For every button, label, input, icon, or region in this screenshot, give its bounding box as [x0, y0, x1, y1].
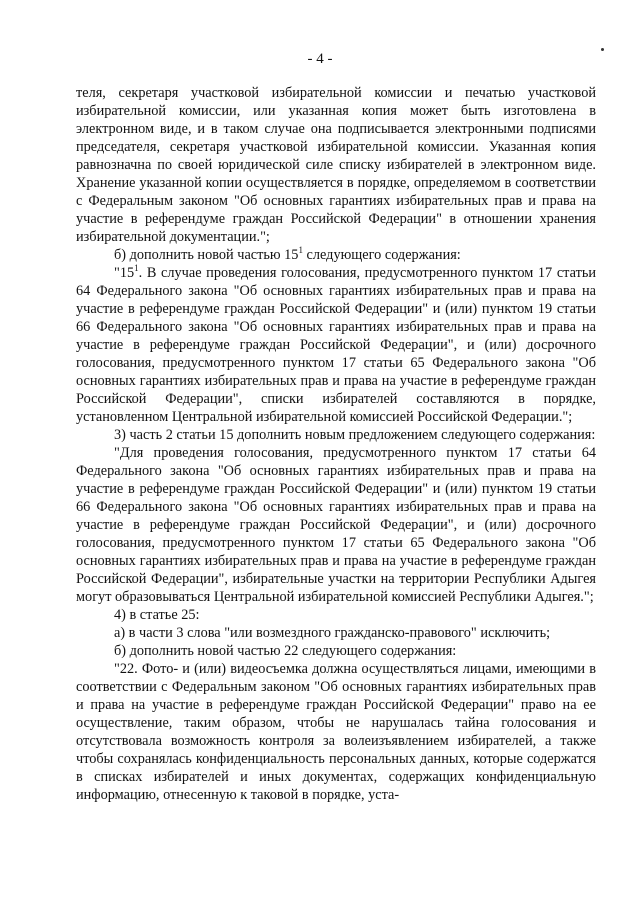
paragraph-continuation: теля, секретаря участковой избирательной комиссии и печатью участковой избирательной комиссии, или указанная копия может быть изготовлена в электронном виде, и в таком случае она подписывается электронными подписями председателя, секретаря участковой избирательной комиссии. Указанная копия равнозначна по своей юридической силе списку избирателей в электронном виде. Хранение указанной копии осуществляется в порядке, определяемом в соответствии с Федеральным законом "Об основных гарантиях избирательных прав и права на участие в референдуме граждан Российской Федерации" в отношении хранения избирательной документации."; [76, 85, 596, 245]
scan-speck [601, 48, 604, 51]
superscript: 1 [298, 245, 303, 256]
paragraph-item-4b: б) дополнить новой частью 22 следующего содержания: [114, 643, 457, 659]
page-number: - 4 - [307, 51, 333, 67]
paragraph-text-after: следующего содержания: [302, 247, 461, 263]
paragraph-item-3: 3) часть 2 статьи 15 дополнить новым предложением следующего содержания: [114, 427, 596, 443]
paragraph-text: "15 [114, 265, 135, 281]
paragraph-quote-voting: "Для проведения голосования, предусмотренного пунктом 17 статьи 64 Федерального закона "Об основных гарантиях избирательных прав и права на участие в референдуме граждан Российской Федерации" и (или) пунктом 19 статьи 66 Федерального закона "Об основных гарантиях избирательных прав и права на участие в референдуме граждан Российской Федерации", и (или) досрочного голосования, предусмотренного пунктом 17 статьи 65 Федерального закона "Об основных гарантиях избирательных прав и права на участие в референдуме граждан Российской Федерации", избирательные участки на территории Республики Адыгея могут образовываться Центральной избирательной комиссией Республики Адыгея."; [76, 445, 596, 605]
paragraph-amendment-b [76, 246, 596, 264]
paragraph-text-after: . В случае проведения голосования, предусмотренного пунктом 17 статьи 64 Федерального закона "Об основных гарантиях избирательных прав и права на участие в референдуме граждан Российской Федерации" и (или) пунктом 19 статьи 66 Федерального закона "Об основных гарантиях избирательных прав и права на участие в референдуме граждан Российской Федерации", и (или) досрочного голосования, предусмотренного пунктом 17 статьи 65 Федерального закона "Об основных гарантиях избирательных прав и права на участие в референдуме граждан Российской Федерации", списки избирателей составляются в порядке, установленном Центральной избирательной комиссией Российской Федерации."; [76, 265, 596, 425]
paragraph-text: б) дополнить новой частью 15 [114, 247, 299, 263]
superscript: 1 [134, 263, 139, 274]
paragraph-part-22: "22. Фото- и (или) видеосъемка должна осуществляться лицами, имеющими в соответствии с Федеральным законом "Об основных гарантиях избирательных прав и права на участие в референдуме граждан Российской Федерации" право на ее осуществление, таким образом, чтобы не нарушалась тайна голосования и отсутствовала возможность контроля за волеизъявлением избирателей, а также чтобы сохранялась конфиденциальность персональных данных, которые содержатся в списках избирателей и иных документах, содержащих конфиденциальную информацию, отнесенную к таковой в порядке, уста- [76, 661, 596, 803]
paragraph-item-4: 4) в статье 25: [114, 607, 200, 623]
paragraph-part-15-1 [76, 264, 596, 426]
document-body [76, 84, 596, 804]
paragraph-item-4a: а) в части 3 слова "или возмездного гражданско-правового" исключить; [114, 625, 551, 641]
